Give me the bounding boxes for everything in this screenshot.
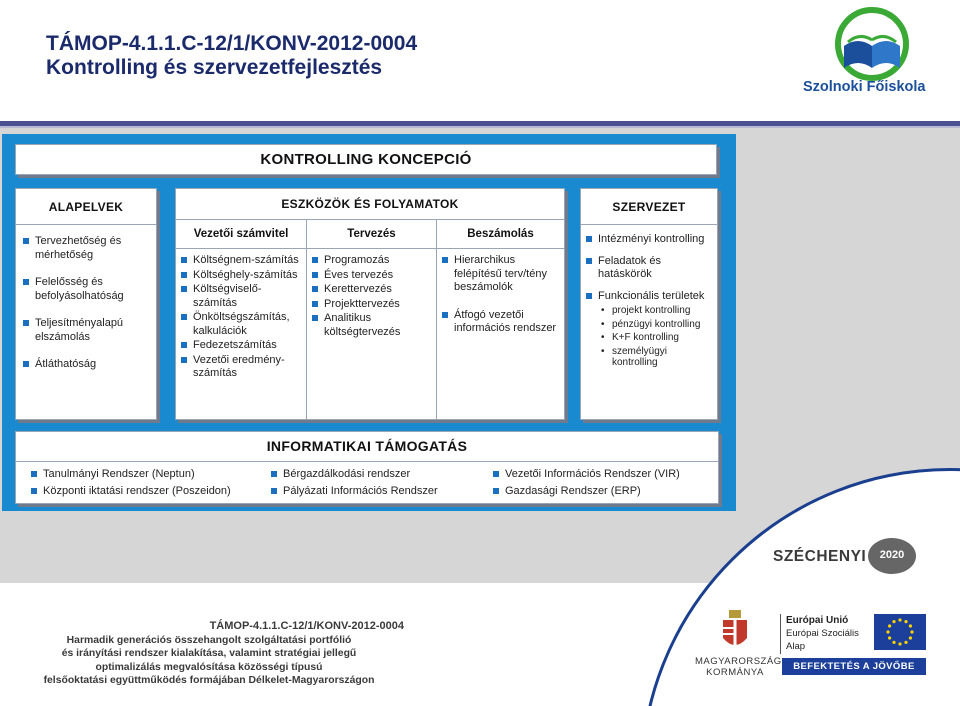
hu-gov-line: KORMÁNYA bbox=[706, 667, 764, 678]
sublist-item: • projekt kontrolling bbox=[598, 305, 715, 317]
informatikai-list-3 bbox=[492, 468, 714, 499]
list-item bbox=[585, 290, 715, 369]
sublist-item: • K+F kontrolling bbox=[598, 332, 715, 344]
szechenyi-2020-badge bbox=[868, 538, 916, 574]
eu-investment-banner: BEFEKTETÉS A JÖVŐBE bbox=[782, 658, 926, 675]
diagram-title-box bbox=[15, 144, 717, 175]
list-item: Költséghely-számítás bbox=[180, 269, 304, 283]
eszkozok-title: ESZKÖZÖK ÉS FOLYAMATOK bbox=[176, 189, 564, 220]
list-item: Gazdasági Rendszer (ERP) bbox=[492, 485, 714, 499]
list-item: Vezetői Információs Rendszer (VIR) bbox=[492, 468, 714, 482]
list-item: Költségviselő-számítás bbox=[180, 283, 304, 310]
informatikai-title: INFORMATIKAI TÁMOGATÁS bbox=[266, 438, 468, 454]
informatikai-list-1 bbox=[30, 468, 262, 499]
szervezet-title: SZERVEZET bbox=[581, 189, 717, 225]
list-item: Önköltségszámítás, kalkulációk bbox=[180, 311, 304, 338]
sublist-item: • pénzügyi kontrolling bbox=[598, 319, 715, 331]
slide-subtitle: Kontrolling és szervezetfejlesztés bbox=[46, 56, 383, 79]
eu-fund-label bbox=[786, 614, 859, 653]
list-item: Pályázati Információs Rendszer bbox=[270, 485, 484, 499]
column-tervezes bbox=[307, 249, 437, 419]
eu-line: Alap bbox=[786, 641, 806, 652]
list-item: Felelősség és befolyásolhatóság bbox=[22, 276, 152, 303]
footer-line: és irányítási rendszer kialakítása, valamint stratégiai jellegű bbox=[61, 648, 357, 660]
footer-project-code: TÁMOP-4.1.1.C-12/1/KONV-2012-0004 bbox=[209, 620, 404, 632]
informatikai-list-2 bbox=[270, 468, 484, 499]
column-header-beszamolas: Beszámolás bbox=[467, 228, 534, 240]
page-title bbox=[46, 32, 417, 80]
informatikai-box bbox=[15, 431, 719, 504]
list-item: Költségnem-számítás bbox=[180, 254, 304, 268]
column-beszamolas bbox=[437, 249, 564, 419]
alapelvek-title: ALAPELVEK bbox=[16, 189, 156, 225]
beszamolas-list bbox=[441, 254, 561, 350]
column-header-tervezes: Tervezés bbox=[307, 220, 437, 248]
list-item: Tanulmányi Rendszer (Neptun) bbox=[30, 468, 262, 482]
footer-project-description bbox=[14, 620, 404, 688]
list-item: Projekttervezés bbox=[311, 298, 433, 312]
diagram-title: KONTROLLING KONCEPCIÓ bbox=[260, 151, 472, 168]
list-item: Éves tervezés bbox=[311, 269, 433, 283]
list-item: Intézményi kontrolling bbox=[585, 233, 715, 247]
list-item: Átfogó vezetői információs rendszer bbox=[441, 309, 561, 336]
list-item: Teljesítményalapú elszámolás bbox=[22, 317, 152, 344]
list-item: Vezetői eredmény-számítás bbox=[180, 354, 304, 381]
tervezes-list bbox=[311, 254, 433, 340]
informatikai-divider bbox=[16, 461, 718, 462]
column-vezetoi-szamvitel bbox=[176, 249, 307, 419]
eszkozok-box bbox=[175, 188, 565, 420]
vezetoi-szamvitel-list bbox=[180, 254, 304, 382]
hungarian-government-label bbox=[695, 656, 782, 678]
hungarian-coat-of-arms-icon bbox=[719, 608, 751, 654]
szechenyi-logo-text: SZÉCHENYI bbox=[773, 548, 867, 565]
list-item: Hierarchikus felépítésű terv/tény beszámolók bbox=[441, 254, 561, 295]
list-item: Kerettervezés bbox=[311, 283, 433, 297]
list-item: Programozás bbox=[311, 254, 433, 268]
footer-line: felsőoktatási együttműködés formájában Délkelet-Magyarországon bbox=[43, 675, 375, 687]
footer-line: Harmadik generációs összehangolt szolgáltatási portfólió bbox=[66, 634, 352, 646]
list-item: Analitikus költségtervezés bbox=[311, 312, 433, 339]
eu-flag-icon bbox=[874, 614, 926, 650]
list-item-label: Funkcionális területek bbox=[598, 289, 705, 302]
list-item: Bérgazdálkodási rendszer bbox=[270, 468, 484, 482]
list-item: Feladatok és hatáskörök bbox=[585, 255, 715, 282]
column-header-vezetoi-szamvitel: Vezetői számvitel bbox=[176, 220, 307, 248]
hu-gov-line: MAGYARORSZÁG bbox=[695, 656, 782, 667]
footer-line: optimalizálás megvalósítása közösségi típusú bbox=[95, 661, 323, 673]
eu-line: Európai Unió bbox=[786, 615, 849, 626]
funkcionalis-teruletek-sublist bbox=[598, 305, 715, 369]
eszkozok-subheaders bbox=[176, 220, 564, 249]
list-item: Tervezhetőség és mérhetőség bbox=[22, 235, 152, 262]
szervezet-list bbox=[585, 233, 715, 371]
list-item: Fedezetszámítás bbox=[180, 339, 304, 353]
eszkozok-columns bbox=[176, 249, 564, 419]
logo-wordmark: Szolnoki Főiskola bbox=[803, 79, 926, 95]
project-code-title: TÁMOP-4.1.1.C-12/1/KONV-2012-0004 bbox=[46, 32, 418, 55]
sublist-item: • személyügyi kontrolling bbox=[598, 346, 715, 369]
szervezet-box bbox=[580, 188, 718, 420]
szechenyi-year: 2020 bbox=[879, 549, 905, 561]
alapelvek-list bbox=[22, 235, 152, 386]
list-item: Átláthatóság bbox=[22, 358, 152, 372]
eu-line: Európai Szociális bbox=[786, 628, 859, 639]
eu-separator bbox=[780, 614, 781, 654]
alapelvek-box bbox=[15, 188, 157, 420]
list-item: Központi iktatási rendszer (Poszeidon) bbox=[30, 485, 262, 499]
